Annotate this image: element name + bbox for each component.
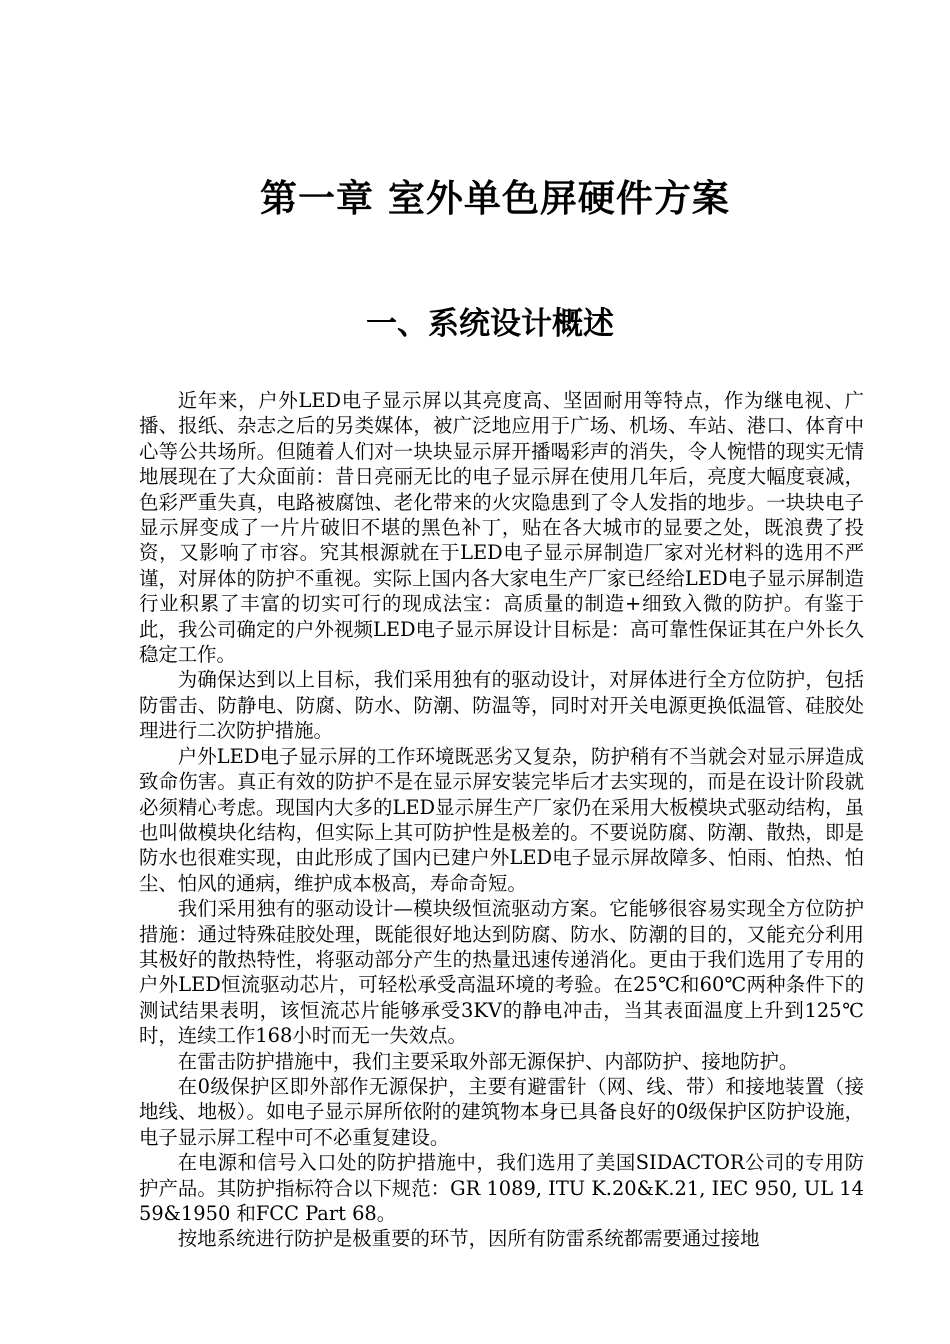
paragraph: 按地系统进行防护是极重要的环节，因所有防雷系统都需要通过接地 (177, 1227, 760, 1251)
chapter-title: 第一章 室外单色屏硬件方案 (260, 177, 730, 220)
body-text (139, 388, 864, 1252)
paragraph: 户外LED电子显示屏的工作环境既恶劣又复杂，防护稍有不当就会对显示屏造成致命伤害。真正有效的防护不是在显示屏安装完毕后才去实现的，而是在设计阶段就必须精心考虑。现国内大多的LED显示屏生产厂家仍在采用大板模块式驱动结构，虽也叫做模块化结构，但实际上其可防护性是极差的。不要说防腐、防潮、散热，即是防水也很难实现，由此形成了国内已建户外LED电子显示屏故障多、怕雨、怕热、怕尘、怕风的通病，维护成本极高，寿命奇短。 (139, 744, 864, 895)
paragraph: 在雷击防护措施中，我们主要采取外部无源保护、内部防护、接地防护。 (177, 1049, 799, 1073)
section-title: 一、系统设计概述 (366, 306, 614, 342)
paragraph: 在0级保护区即外部作无源保护，主要有避雷针（网、线、带）和接地装置（接地线、地极）。如电子显示屏所依附的建筑物本身已具备良好的0级保护区防护设施，电子显示屏工程中可不必重复建设。 (139, 1074, 864, 1149)
paragraph: 我们采用独有的驱动设计—模块级恒流驱动方案。它能够很容易实现全方位防护措施：通过特殊硅胶处理，既能很好地达到防腐、防水、防潮的目的，又能充分利用其极好的散热特性，将驱动部分产生的热量迅速传递消化。更由于我们选用了专用的户外LED恒流驱动芯片，可轻松承受高温环境的考验。在25℃和60℃两种条件下的测试结果表明，该恒流芯片能够承受3KV的静电冲击，当其表面温度上升到125℃时，连续工作168小时而无一失效点。 (139, 897, 864, 1048)
paragraph: 在电源和信号入口处的防护措施中，我们选用了美国SIDACTOR公司的专用防护产品。其防护指标符合以下规范：GR 1089, ITU K.20&K.21, IEC 950, UL 1459&1950 和FCC Part 68。 (139, 1151, 864, 1225)
paragraph: 近年来，户外LED电子显示屏以其亮度高、坚固耐用等特点，作为继电视、广播、报纸、杂志之后的另类媒体，被广泛地应用于广场、机场、车站、港口、体育中心等公共场所。但随着人们对一块块显示屏开播喝彩声的消失，令人惋惜的现实无情地展现在了大众面前：昔日亮丽无比的电子显示屏在使用几年后，亮度大幅度衰减，色彩严重失真，电路被腐蚀、老化带来的火灾隐患到了令人发指的地步。一块块电子显示屏变成了一片片破旧不堪的黑色补丁，贴在各大城市的显要之处，既浪费了投资，又影响了市容。究其根源就在于LED电子显示屏制造厂家对光材料的选用不严谨，对屏体的防护不重视。实际上国内各大家电生产厂家已经给LED电子显示屏制造行业积累了丰富的切实可行的现成法宝：高质量的制造+细致入微的防护。有鉴于此，我公司确定的户外视频LED电子显示屏设计目标是：高可靠性保证其在户外长久稳定工作。 (139, 389, 864, 667)
paragraph: 为确保达到以上目标，我们采用独有的驱动设计，对屏体进行全方位防护，包括防雷击、防静电、防腐、防水、防潮、防温等，同时对开关电源更换低温管、硅胶处理进行二次防护措施。 (139, 668, 864, 743)
